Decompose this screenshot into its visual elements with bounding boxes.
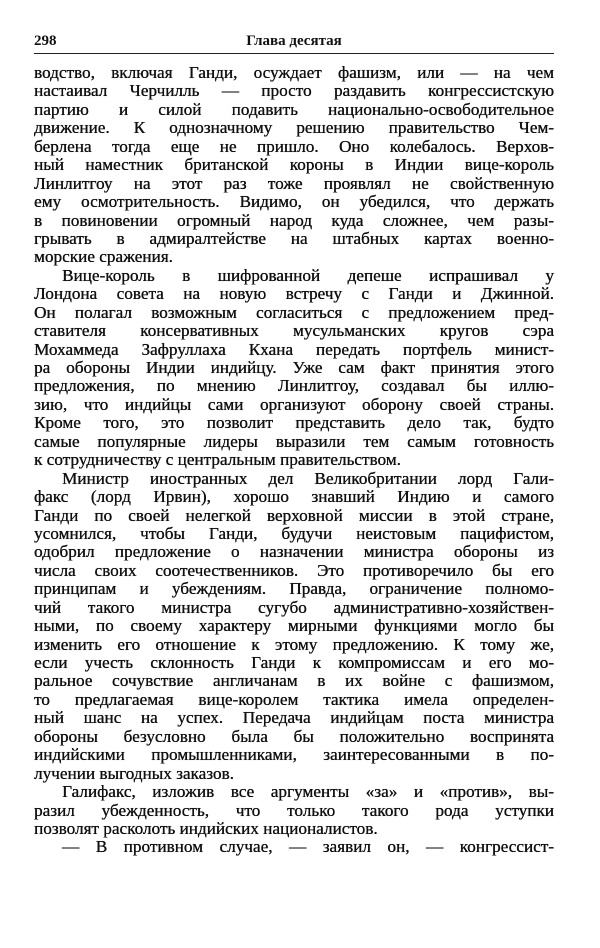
page-body-text (34, 64, 554, 857)
text-line: Кроме того, это позволит представить дело так, будто (34, 413, 554, 433)
text-line: ральное сочувствие англичанам в их войне с фашизмом, (34, 671, 554, 691)
text-line: зию, что индийцы сами организуют оборону своей страны. (34, 394, 554, 414)
text-line: морские сражения. (34, 247, 173, 267)
text-line: изменить его отношение к этому предложению. К тому же, (34, 634, 554, 654)
text-line: Вице-король в шифрованной депеше испрашивал у (62, 265, 554, 285)
paragraph (34, 64, 554, 267)
text-line: принципам и убеждениям. Правда, ограничение полномо- (34, 579, 554, 599)
text-line: партию и силой подавить национально-освободительное (34, 99, 554, 119)
text-line: Ганди по своей нелегкой верховной миссии в этой стране, (34, 505, 554, 525)
text-line: ра обороны Индии индийцу. Уже сам факт принятия этого (34, 358, 554, 377)
paragraph (34, 783, 554, 838)
text-line: ный наместник британской короны в Индии вице-король (34, 155, 554, 175)
text-line: — В противном случае, — заявил он, — конгрессист- (62, 837, 554, 857)
text-line: движение. К однозначному решению правительство Чем- (34, 118, 554, 138)
text-line: чий такого министра сугубо административно-хозяйствен- (34, 597, 554, 617)
paragraph (34, 267, 554, 470)
text-line: грывать в адмиралтействе на штабных картах военно- (34, 228, 554, 248)
text-line: Линлитгоу на этот раз тоже проявлял не свойственную (34, 173, 554, 193)
text-line: ный шанс на успех. Передача индийцам поста министра (34, 708, 554, 728)
text-line: индийскими промышленниками, заинтересованными в по- (34, 745, 554, 765)
text-line: берлена тогда еще не пришло. Оно колебалось. Верхов- (34, 136, 554, 156)
paragraph (34, 838, 554, 856)
text-line: факс (лорд Ирвин), хорошо знавший Индию и самого (34, 487, 554, 507)
text-line: числа своих соотечественников. Это противоречило бы его (34, 560, 554, 580)
text-line: Галифакс, изложив все аргументы «за» и «против», вы- (62, 782, 554, 802)
text-line: то предлагаемая вице-королем тактика имела определен- (34, 689, 554, 709)
running-header (34, 31, 554, 54)
text-line: усомнился, чтобы Ганди, будучи неистовым пацифистом, (34, 523, 554, 543)
text-line: Лондона совета на новую встречу с Ганди и Джинной. (34, 284, 554, 304)
text-line: ными, по своему характеру мирными функциями могло бы (34, 616, 554, 636)
text-line: одобрил предложение о назначении министра обороны из (34, 542, 554, 562)
text-line: если учесть склонность Ганди к компромиссам и его мо- (34, 653, 554, 672)
text-line: Он полагал возможным согласиться с предложением пред- (34, 302, 554, 322)
text-line: разил убежденность, что только такого рода уступки (34, 800, 554, 820)
text-line: водство, включая Ганди, осуждает фашизм, или — на чем (34, 63, 554, 82)
text-line: позволят расколоть индийских националистов. (34, 818, 378, 838)
text-line: в повиновении огромный народ куда сложнее, чем разы- (34, 210, 554, 230)
paragraph (34, 470, 554, 783)
text-line: Мохаммеда Зафруллаха Кхана передать портфель минист- (34, 339, 554, 359)
text-line: настаивал Черчилль — просто раздавить конгрессистскую (34, 81, 554, 101)
text-line: ставителя консервативных мусульманских кругов сэра (34, 321, 554, 341)
text-line: самые популярные лидеры выразили тем самым готовность (34, 431, 554, 451)
text-line: лучении выгодных заказов. (34, 763, 234, 783)
text-line: предложения, по мнению Линлитгоу, создавал бы иллю- (34, 376, 554, 396)
text-line: обороны безусловно была бы положительно воспринята (34, 726, 554, 746)
text-line: ему осмотрительность. Видимо, он убедился, что держать (34, 192, 554, 212)
page-number: 298 (34, 33, 57, 49)
text-line: Министр иностранных дел Великобритании лорд Гали- (62, 468, 554, 488)
text-line: к сотрудничеству с центральным правительством. (34, 450, 401, 470)
chapter-title: Глава десятая (246, 33, 342, 49)
